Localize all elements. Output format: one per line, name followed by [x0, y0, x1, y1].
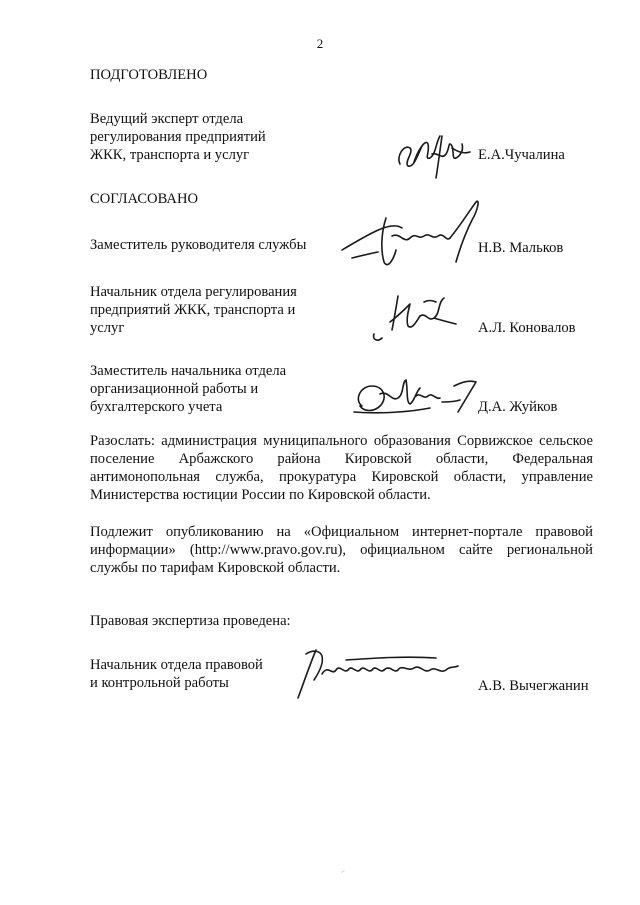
publication-paragraph: Подлежит опубликованию на «Официальном интернет-портале правовой информации» (http://www.pravo.gov.ru), официальном сайте региональной службы по тарифам Кировской области.: [90, 524, 593, 576]
position-line: ЖКК, транспорта и услуг: [90, 147, 250, 163]
agreed-signer-3-name: Д.А. Жуйков: [478, 399, 558, 415]
position-line: Заместитель руководителя службы: [90, 237, 307, 253]
prepared-heading: ПОДГОТОВЛЕНО: [90, 67, 208, 83]
position-line: услуг: [90, 320, 125, 336]
legal-review-position: [90, 656, 263, 692]
prepared-signer-name: Е.А.Чучалина: [478, 147, 565, 163]
position-line: предприятий ЖКК, транспорта и: [90, 302, 296, 318]
signature-vychegzhanin: [286, 640, 462, 704]
position-line: Заместитель начальника отдела: [90, 363, 287, 379]
position-line: Начальник отдела регулирования: [90, 284, 297, 300]
prepared-position: [90, 110, 266, 164]
distribution-paragraph: Разослать: администрация муниципального образования Сорвижское сельское поселение Арбажского района Кировской области, Федеральная антимонопольная служба, прокуратура Кировской области, управление Министерства юстиции России по Кировской области.: [90, 433, 593, 503]
position-line: регулирования предприятий: [90, 129, 266, 145]
agreed-heading: СОГЛАСОВАНО: [90, 191, 199, 207]
position-line: Ведущий эксперт отдела: [90, 111, 244, 127]
agreed-signer-2-name: А.Л. Коновалов: [478, 320, 576, 336]
scan-mark: [341, 870, 345, 873]
agreed-signer-2-position: [90, 283, 297, 337]
signature-chuchalina: [392, 126, 472, 182]
position-line: организационной работы и: [90, 381, 259, 397]
position-line: Начальник отдела правовой: [90, 657, 263, 673]
legal-review-text: Правовая экспертиза проведена:: [90, 613, 291, 629]
agreed-signer-3-position: [90, 362, 286, 416]
signature-zhuikov: [350, 372, 478, 424]
position-line: бухгалтерского учета: [90, 399, 223, 415]
page-number: 2: [316, 36, 324, 51]
position-line: и контрольной работы: [90, 675, 229, 691]
agreed-signer-1-name: Н.В. Мальков: [478, 240, 564, 256]
agreed-signer-1-position: [90, 236, 306, 254]
legal-review-signer-name: А.В. Вычегжанин: [478, 678, 589, 694]
signature-konovalov: [368, 288, 468, 348]
signature-malkov: [338, 196, 484, 282]
